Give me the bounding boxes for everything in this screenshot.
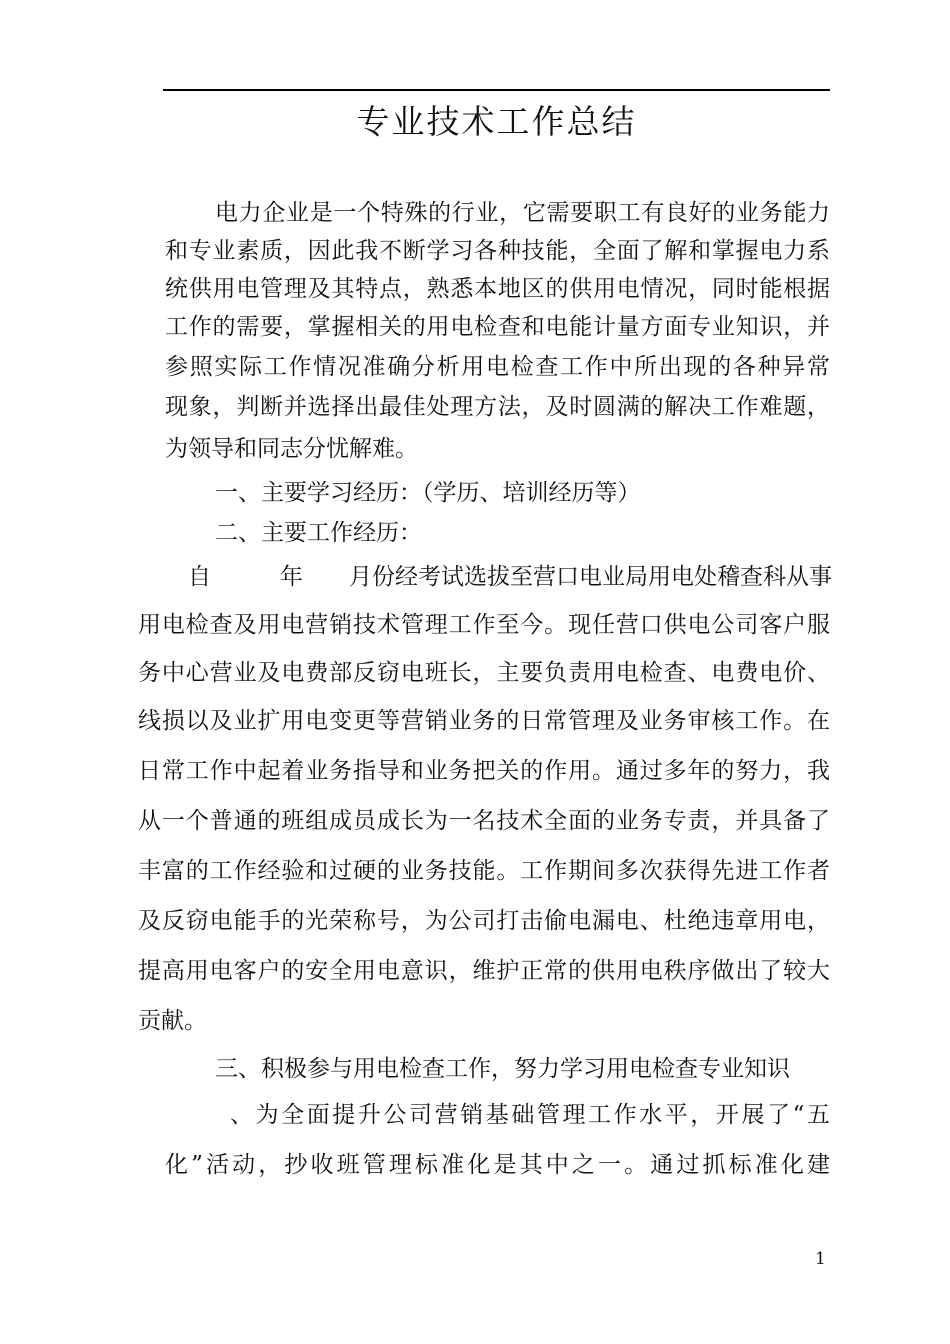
paragraph-line: 用电检查及用电营销技术管理工作至今。现任营口供电公司客户服 — [138, 612, 830, 638]
paragraph-line: 统供用电管理及其特点，熟悉本地区的供用电情况，同时能根据 — [165, 276, 830, 302]
paragraph-line: 和专业素质，因此我不断学习各种技能，全面了解和掌握电力系 — [165, 238, 830, 264]
paragraph-line: 务中心营业及电费部反窃电班长，主要负责用电检查、电费电价、 — [138, 660, 830, 686]
section-heading: 三、积极参与用电检查工作，努力学习用电检查专业知识 — [215, 1056, 790, 1082]
paragraph-line: 丰富的工作经验和过硬的业务技能。工作期间多次获得先进工作者 — [138, 858, 830, 884]
paragraph-line: 贡献。 — [138, 1008, 207, 1034]
paragraph-line: 提高用电客户的安全用电意识，维护正常的供用电秩序做出了较大 — [138, 958, 830, 984]
paragraph-line: 及反窃电能手的光荣称号，为公司打击偷电漏电、杜绝违章用电， — [138, 908, 830, 934]
header-rule — [163, 89, 830, 91]
paragraph-line: 自 年 月份经考试选拔至营口电业局用电处稽查科从事 — [188, 564, 832, 590]
paragraph-line: 电力企业是一个特殊的行业，它需要职工有良好的业务能力 — [215, 200, 830, 226]
paragraph-line: 化”活动，抄收班管理标准化是其中之一。通过抓标准化建 — [165, 1152, 830, 1178]
page-number: 1 — [815, 1249, 826, 1269]
paragraph-line: 工作的需要，掌握相关的用电检查和电能计量方面专业知识，并 — [165, 314, 830, 340]
paragraph-line: 现象，判断并选择出最佳处理方法，及时圆满的解决工作难题， — [165, 394, 830, 420]
paragraph-line: 日常工作中起着业务指导和业务把关的作用。通过多年的努力，我 — [138, 758, 830, 784]
section-heading: 一、主要学习经历：（学历、培训经历等） — [215, 480, 641, 506]
paragraph-line: 从一个普通的班组成员成长为一名技术全面的业务专责，并具备了 — [138, 808, 830, 834]
section-heading: 二、主要工作经历： — [215, 520, 422, 546]
paragraph-line: 线损以及业扩用电变更等营销业务的日常管理及业务审核工作。在 — [138, 708, 830, 734]
paragraph-line: 、为全面提升公司营销基础管理工作水平，开展了“五 — [230, 1102, 830, 1128]
paragraph-line: 为领导和同志分忧解难。 — [165, 436, 418, 462]
paragraph-line: 参照实际工作情况准确分析用电检查工作中所出现的各种异常 — [165, 354, 830, 380]
document-title: 专业技术工作总结 — [356, 102, 637, 141]
